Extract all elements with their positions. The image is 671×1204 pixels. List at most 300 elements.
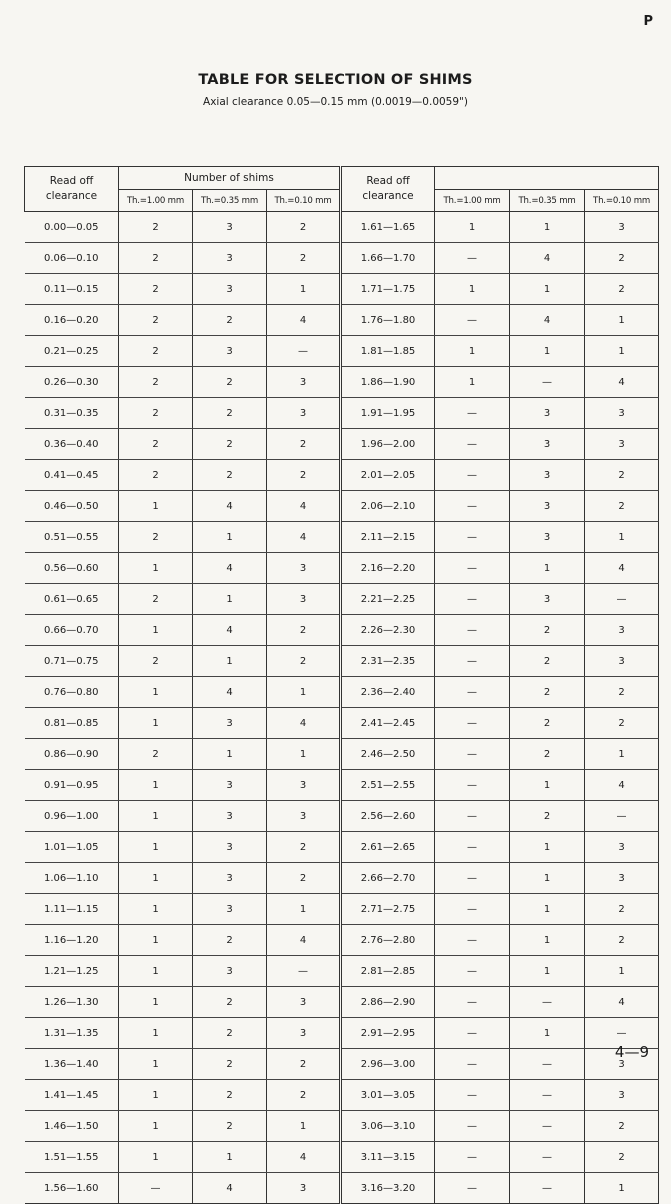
right-shims-010-cell: — (585, 1018, 659, 1049)
left-shims-010-cell: 4 (267, 491, 341, 522)
table-row (25, 646, 659, 677)
right-clearance-range-cell: 2.91—2.95 (341, 1018, 435, 1049)
right-shims-010-cell: — (585, 801, 659, 832)
left-shims-010-cell: 4 (267, 925, 341, 956)
left-shims-100-cell: 2 (119, 739, 193, 770)
left-shims-100-cell: 1 (119, 1018, 193, 1049)
right-shims-010-cell: 4 (585, 367, 659, 398)
left-clearance-range-cell: 0.31—0.35 (25, 398, 119, 429)
right-shims-010-cell: 3 (585, 398, 659, 429)
right-shims-035-cell: 2 (510, 615, 585, 646)
left-shims-035-cell: 4 (193, 677, 267, 708)
right-clearance-range-cell: 2.36—2.40 (341, 677, 435, 708)
left-clearance-range-cell: 0.96—1.00 (25, 801, 119, 832)
left-clearance-range-cell: 1.51—1.55 (25, 1142, 119, 1173)
right-shims-100-cell: — (435, 584, 510, 615)
right-shims-035-cell: 3 (510, 398, 585, 429)
left-shims-035-cell: 2 (193, 1080, 267, 1111)
table-row (25, 243, 659, 274)
right-clearance-range-cell: 2.16—2.20 (341, 553, 435, 584)
left-shims-010-cell: 3 (267, 367, 341, 398)
right-clearance-range-cell: 1.81—1.85 (341, 336, 435, 367)
right-shims-035-cell: 1 (510, 212, 585, 243)
left-shims-010-cell: 2 (267, 863, 341, 894)
left-shims-100-cell: 2 (119, 367, 193, 398)
table-row (25, 584, 659, 615)
page-title: TABLE FOR SELECTION OF SHIMS (198, 72, 473, 88)
left-clearance-range-cell: 1.06—1.10 (25, 863, 119, 894)
right-clearance-range-cell: 1.66—1.70 (341, 243, 435, 274)
right-shims-035-cell: — (510, 1049, 585, 1080)
header-th-010-right: Th.=0.10 mm (585, 190, 659, 212)
right-shims-010-cell: 3 (585, 615, 659, 646)
table-row (25, 677, 659, 708)
header-th-100-left: Th.=1.00 mm (119, 190, 193, 212)
table-row (25, 1142, 659, 1173)
left-shims-010-cell: 2 (267, 1049, 341, 1080)
left-shims-035-cell: 3 (193, 770, 267, 801)
table-row (25, 367, 659, 398)
right-shims-100-cell: — (435, 956, 510, 987)
left-shims-100-cell: 1 (119, 1049, 193, 1080)
left-shims-035-cell: 4 (193, 553, 267, 584)
header-th-100-right: Th.=1.00 mm (435, 190, 510, 212)
right-clearance-range-cell: 2.96—3.00 (341, 1049, 435, 1080)
right-clearance-range-cell: 2.26—2.30 (341, 615, 435, 646)
left-shims-035-cell: 2 (193, 398, 267, 429)
right-shims-010-cell: 3 (585, 212, 659, 243)
right-shims-100-cell: — (435, 894, 510, 925)
header-number-of-shims: Number of shims (119, 167, 341, 190)
right-shims-100-cell: — (435, 305, 510, 336)
right-shims-100-cell: — (435, 832, 510, 863)
right-clearance-range-cell: 1.86—1.90 (341, 367, 435, 398)
left-shims-010-cell: 4 (267, 522, 341, 553)
right-shims-010-cell: 4 (585, 770, 659, 801)
right-shims-100-cell: — (435, 708, 510, 739)
header-read-off-clearance-right (341, 167, 435, 212)
right-shims-035-cell: — (510, 1142, 585, 1173)
right-clearance-range-cell: 2.51—2.55 (341, 770, 435, 801)
header-read-off-label: Read off clearance (362, 175, 414, 202)
right-shims-100-cell: — (435, 739, 510, 770)
left-clearance-range-cell: 0.11—0.15 (25, 274, 119, 305)
left-shims-010-cell: 3 (267, 801, 341, 832)
left-shims-010-cell: 4 (267, 708, 341, 739)
right-shims-035-cell: 2 (510, 646, 585, 677)
page-subtitle: Axial clearance 0.05—0.15 mm (0.0019—0.0059") (203, 96, 468, 108)
left-shims-100-cell: 1 (119, 553, 193, 584)
left-shims-010-cell: 1 (267, 894, 341, 925)
left-clearance-range-cell: 1.26—1.30 (25, 987, 119, 1018)
left-shims-035-cell: 1 (193, 646, 267, 677)
table-row (25, 336, 659, 367)
right-shims-100-cell: — (435, 460, 510, 491)
right-shims-035-cell: — (510, 1173, 585, 1204)
left-clearance-range-cell: 0.71—0.75 (25, 646, 119, 677)
right-shims-035-cell: — (510, 367, 585, 398)
right-clearance-range-cell: 2.06—2.10 (341, 491, 435, 522)
header-read-off-label: Read off clearance (45, 175, 98, 202)
left-shims-100-cell: 2 (119, 243, 193, 274)
left-shims-100-cell: 1 (119, 1111, 193, 1142)
right-shims-010-cell: 2 (585, 677, 659, 708)
right-shims-035-cell: 2 (510, 677, 585, 708)
left-shims-035-cell: 3 (193, 243, 267, 274)
left-clearance-range-cell: 1.46—1.50 (25, 1111, 119, 1142)
right-shims-035-cell: 3 (510, 491, 585, 522)
table-row (25, 460, 659, 491)
header-blank-cell (435, 167, 659, 190)
right-shims-035-cell: 2 (510, 708, 585, 739)
table-row (25, 801, 659, 832)
left-clearance-range-cell: 0.91—0.95 (25, 770, 119, 801)
table-row (25, 1018, 659, 1049)
right-shims-100-cell: — (435, 863, 510, 894)
left-clearance-range-cell: 1.56—1.60 (25, 1173, 119, 1204)
right-shims-035-cell: 3 (510, 429, 585, 460)
left-shims-010-cell: 4 (267, 1142, 341, 1173)
table-body (25, 212, 659, 1204)
right-shims-035-cell: 3 (510, 460, 585, 491)
right-clearance-range-cell: 1.71—1.75 (341, 274, 435, 305)
right-shims-010-cell: 4 (585, 553, 659, 584)
left-clearance-range-cell: 0.76—0.80 (25, 677, 119, 708)
right-shims-010-cell: 3 (585, 1049, 659, 1080)
right-shims-010-cell: 1 (585, 336, 659, 367)
right-shims-100-cell: — (435, 1049, 510, 1080)
right-shims-035-cell: 1 (510, 956, 585, 987)
right-clearance-range-cell: 3.11—3.15 (341, 1142, 435, 1173)
left-clearance-range-cell: 0.06—0.10 (25, 243, 119, 274)
left-shims-100-cell: 1 (119, 708, 193, 739)
right-shims-100-cell: — (435, 925, 510, 956)
left-shims-010-cell: — (267, 336, 341, 367)
left-shims-010-cell: 2 (267, 615, 341, 646)
left-shims-010-cell: 3 (267, 398, 341, 429)
left-shims-035-cell: 3 (193, 212, 267, 243)
right-clearance-range-cell: 1.76—1.80 (341, 305, 435, 336)
right-clearance-range-cell: 2.86—2.90 (341, 987, 435, 1018)
right-shims-100-cell: 1 (435, 336, 510, 367)
header-read-off-clearance-left (25, 167, 119, 212)
left-shims-035-cell: 1 (193, 739, 267, 770)
right-shims-035-cell: 1 (510, 1018, 585, 1049)
right-shims-100-cell: 1 (435, 274, 510, 305)
left-shims-100-cell: 1 (119, 832, 193, 863)
table-row (25, 522, 659, 553)
left-clearance-range-cell: 1.21—1.25 (25, 956, 119, 987)
left-clearance-range-cell: 0.36—0.40 (25, 429, 119, 460)
right-shims-100-cell: — (435, 553, 510, 584)
right-clearance-range-cell: 2.21—2.25 (341, 584, 435, 615)
right-shims-100-cell: — (435, 243, 510, 274)
right-clearance-range-cell: 3.06—3.10 (341, 1111, 435, 1142)
left-clearance-range-cell: 0.56—0.60 (25, 553, 119, 584)
right-shims-010-cell: 2 (585, 274, 659, 305)
right-shims-035-cell: 1 (510, 274, 585, 305)
left-shims-035-cell: 3 (193, 336, 267, 367)
table-row (25, 739, 659, 770)
left-shims-100-cell: 2 (119, 522, 193, 553)
left-shims-035-cell: 2 (193, 987, 267, 1018)
right-clearance-range-cell: 2.46—2.50 (341, 739, 435, 770)
left-clearance-range-cell: 0.26—0.30 (25, 367, 119, 398)
left-clearance-range-cell: 0.86—0.90 (25, 739, 119, 770)
right-clearance-range-cell: 2.31—2.35 (341, 646, 435, 677)
right-shims-035-cell: 4 (510, 305, 585, 336)
table-row (25, 212, 659, 243)
table-row (25, 770, 659, 801)
right-clearance-range-cell: 2.81—2.85 (341, 956, 435, 987)
table-row (25, 708, 659, 739)
right-clearance-range-cell: 1.61—1.65 (341, 212, 435, 243)
header-th-035-right: Th.=0.35 mm (510, 190, 585, 212)
right-shims-035-cell: — (510, 1111, 585, 1142)
right-shims-100-cell: — (435, 677, 510, 708)
left-clearance-range-cell: 1.36—1.40 (25, 1049, 119, 1080)
right-shims-100-cell: — (435, 1142, 510, 1173)
right-shims-035-cell: 1 (510, 894, 585, 925)
right-shims-035-cell: 1 (510, 925, 585, 956)
right-shims-010-cell: 2 (585, 460, 659, 491)
table-row (25, 863, 659, 894)
page-number: 4—9 (614, 1043, 649, 1061)
table-row (25, 894, 659, 925)
left-shims-100-cell: 1 (119, 925, 193, 956)
left-shims-010-cell: 1 (267, 274, 341, 305)
left-shims-010-cell: 3 (267, 987, 341, 1018)
right-shims-100-cell: — (435, 1173, 510, 1204)
left-shims-035-cell: 2 (193, 460, 267, 491)
table-row (25, 1173, 659, 1204)
right-shims-010-cell: — (585, 584, 659, 615)
table-row (25, 956, 659, 987)
table-row (25, 615, 659, 646)
right-shims-010-cell: 1 (585, 956, 659, 987)
right-shims-010-cell: 1 (585, 739, 659, 770)
left-shims-010-cell: 1 (267, 677, 341, 708)
table-row (25, 398, 659, 429)
left-shims-010-cell: 4 (267, 305, 341, 336)
right-shims-010-cell: 1 (585, 1173, 659, 1204)
right-clearance-range-cell: 2.01—2.05 (341, 460, 435, 491)
right-shims-035-cell: 1 (510, 336, 585, 367)
table-row (25, 1080, 659, 1111)
table-row (25, 1111, 659, 1142)
left-shims-100-cell: 2 (119, 274, 193, 305)
right-clearance-range-cell: 3.01—3.05 (341, 1080, 435, 1111)
table-row (25, 429, 659, 460)
left-shims-100-cell: 1 (119, 801, 193, 832)
right-shims-035-cell: 3 (510, 522, 585, 553)
left-shims-010-cell: 1 (267, 739, 341, 770)
right-shims-035-cell: 4 (510, 243, 585, 274)
left-shims-100-cell: 1 (119, 677, 193, 708)
left-shims-010-cell: 2 (267, 460, 341, 491)
left-shims-035-cell: 2 (193, 429, 267, 460)
left-shims-100-cell: 1 (119, 894, 193, 925)
right-shims-010-cell: 3 (585, 863, 659, 894)
left-shims-010-cell: 2 (267, 646, 341, 677)
right-clearance-range-cell: 3.16—3.20 (341, 1173, 435, 1204)
left-shims-035-cell: 1 (193, 584, 267, 615)
right-shims-100-cell: 1 (435, 212, 510, 243)
header-th-035-left: Th.=0.35 mm (193, 190, 267, 212)
table-row (25, 925, 659, 956)
right-clearance-range-cell: 2.56—2.60 (341, 801, 435, 832)
right-clearance-range-cell: 2.61—2.65 (341, 832, 435, 863)
right-shims-100-cell: — (435, 429, 510, 460)
left-shims-100-cell: 2 (119, 212, 193, 243)
right-shims-035-cell: 1 (510, 832, 585, 863)
right-shims-010-cell: 3 (585, 646, 659, 677)
left-shims-035-cell: 3 (193, 956, 267, 987)
right-shims-100-cell: — (435, 491, 510, 522)
left-shims-100-cell: 2 (119, 584, 193, 615)
left-clearance-range-cell: 0.81—0.85 (25, 708, 119, 739)
right-shims-100-cell: 1 (435, 367, 510, 398)
right-shims-010-cell: 4 (585, 987, 659, 1018)
right-shims-010-cell: 2 (585, 708, 659, 739)
left-clearance-range-cell: 1.11—1.15 (25, 894, 119, 925)
left-clearance-range-cell: 0.46—0.50 (25, 491, 119, 522)
right-shims-100-cell: — (435, 398, 510, 429)
left-shims-035-cell: 3 (193, 274, 267, 305)
right-shims-035-cell: 3 (510, 584, 585, 615)
right-shims-035-cell: — (510, 1080, 585, 1111)
table-row (25, 832, 659, 863)
right-clearance-range-cell: 1.96—2.00 (341, 429, 435, 460)
right-shims-010-cell: 2 (585, 1111, 659, 1142)
right-shims-100-cell: — (435, 615, 510, 646)
right-shims-035-cell: 2 (510, 801, 585, 832)
right-shims-010-cell: 2 (585, 894, 659, 925)
right-shims-100-cell: — (435, 522, 510, 553)
right-shims-010-cell: 2 (585, 243, 659, 274)
left-shims-010-cell: 3 (267, 770, 341, 801)
right-clearance-range-cell: 2.11—2.15 (341, 522, 435, 553)
left-shims-035-cell: 3 (193, 894, 267, 925)
left-shims-010-cell: 3 (267, 1018, 341, 1049)
right-shims-010-cell: 1 (585, 305, 659, 336)
right-shims-100-cell: — (435, 987, 510, 1018)
header-th-010-left: Th.=0.10 mm (267, 190, 341, 212)
right-shims-100-cell: — (435, 1111, 510, 1142)
left-clearance-range-cell: 1.41—1.45 (25, 1080, 119, 1111)
right-shims-100-cell: — (435, 1080, 510, 1111)
left-shims-100-cell: 2 (119, 646, 193, 677)
right-clearance-range-cell: 2.41—2.45 (341, 708, 435, 739)
left-shims-035-cell: 2 (193, 1111, 267, 1142)
left-shims-100-cell: 2 (119, 305, 193, 336)
left-clearance-range-cell: 1.31—1.35 (25, 1018, 119, 1049)
left-shims-035-cell: 3 (193, 708, 267, 739)
right-shims-010-cell: 2 (585, 491, 659, 522)
left-shims-035-cell: 4 (193, 615, 267, 646)
right-shims-010-cell: 3 (585, 832, 659, 863)
shim-selection-table (24, 166, 659, 1204)
right-shims-010-cell: 3 (585, 1080, 659, 1111)
left-shims-100-cell: 2 (119, 336, 193, 367)
right-shims-035-cell: — (510, 987, 585, 1018)
table-row (25, 305, 659, 336)
left-clearance-range-cell: 0.21—0.25 (25, 336, 119, 367)
right-clearance-range-cell: 2.66—2.70 (341, 863, 435, 894)
right-shims-100-cell: — (435, 646, 510, 677)
left-shims-035-cell: 4 (193, 491, 267, 522)
left-shims-035-cell: 2 (193, 367, 267, 398)
right-clearance-range-cell: 1.91—1.95 (341, 398, 435, 429)
left-shims-010-cell: 3 (267, 1173, 341, 1204)
left-shims-035-cell: 2 (193, 1049, 267, 1080)
left-shims-035-cell: 1 (193, 1142, 267, 1173)
left-shims-010-cell: 1 (267, 1111, 341, 1142)
left-shims-100-cell: 1 (119, 956, 193, 987)
left-shims-035-cell: 3 (193, 863, 267, 894)
left-shims-035-cell: 2 (193, 1018, 267, 1049)
left-shims-010-cell: 2 (267, 1080, 341, 1111)
left-shims-100-cell: 2 (119, 460, 193, 491)
right-shims-100-cell: — (435, 770, 510, 801)
right-shims-010-cell: 3 (585, 429, 659, 460)
right-shims-035-cell: 1 (510, 553, 585, 584)
left-shims-035-cell: 3 (193, 832, 267, 863)
left-shims-100-cell: 1 (119, 1142, 193, 1173)
left-shims-100-cell: 1 (119, 491, 193, 522)
left-shims-010-cell: 3 (267, 553, 341, 584)
left-clearance-range-cell: 0.51—0.55 (25, 522, 119, 553)
page-letter: P (643, 14, 653, 29)
table-row (25, 274, 659, 305)
left-shims-035-cell: 2 (193, 925, 267, 956)
table-row (25, 553, 659, 584)
table-row (25, 491, 659, 522)
left-shims-035-cell: 4 (193, 1173, 267, 1204)
left-shims-010-cell: 3 (267, 584, 341, 615)
right-shims-035-cell: 1 (510, 770, 585, 801)
left-shims-100-cell: 1 (119, 615, 193, 646)
right-shims-010-cell: 1 (585, 522, 659, 553)
left-shims-100-cell: 2 (119, 398, 193, 429)
left-shims-010-cell: 2 (267, 832, 341, 863)
right-shims-100-cell: — (435, 801, 510, 832)
right-shims-035-cell: 1 (510, 863, 585, 894)
left-shims-010-cell: 2 (267, 243, 341, 274)
table-row (25, 987, 659, 1018)
right-shims-100-cell: — (435, 1018, 510, 1049)
right-shims-035-cell: 2 (510, 739, 585, 770)
left-clearance-range-cell: 0.41—0.45 (25, 460, 119, 491)
left-shims-035-cell: 3 (193, 801, 267, 832)
left-shims-035-cell: 2 (193, 305, 267, 336)
left-shims-100-cell: 2 (119, 429, 193, 460)
left-clearance-range-cell: 1.16—1.20 (25, 925, 119, 956)
left-shims-035-cell: 1 (193, 522, 267, 553)
right-shims-010-cell: 2 (585, 1142, 659, 1173)
left-shims-100-cell: 1 (119, 1080, 193, 1111)
left-clearance-range-cell: 0.00—0.05 (25, 212, 119, 243)
left-shims-100-cell: 1 (119, 770, 193, 801)
left-clearance-range-cell: 0.16—0.20 (25, 305, 119, 336)
left-shims-010-cell: — (267, 956, 341, 987)
left-clearance-range-cell: 0.61—0.65 (25, 584, 119, 615)
left-shims-100-cell: 1 (119, 863, 193, 894)
left-shims-100-cell: 1 (119, 987, 193, 1018)
right-clearance-range-cell: 2.71—2.75 (341, 894, 435, 925)
left-shims-100-cell: — (119, 1173, 193, 1204)
left-clearance-range-cell: 0.66—0.70 (25, 615, 119, 646)
